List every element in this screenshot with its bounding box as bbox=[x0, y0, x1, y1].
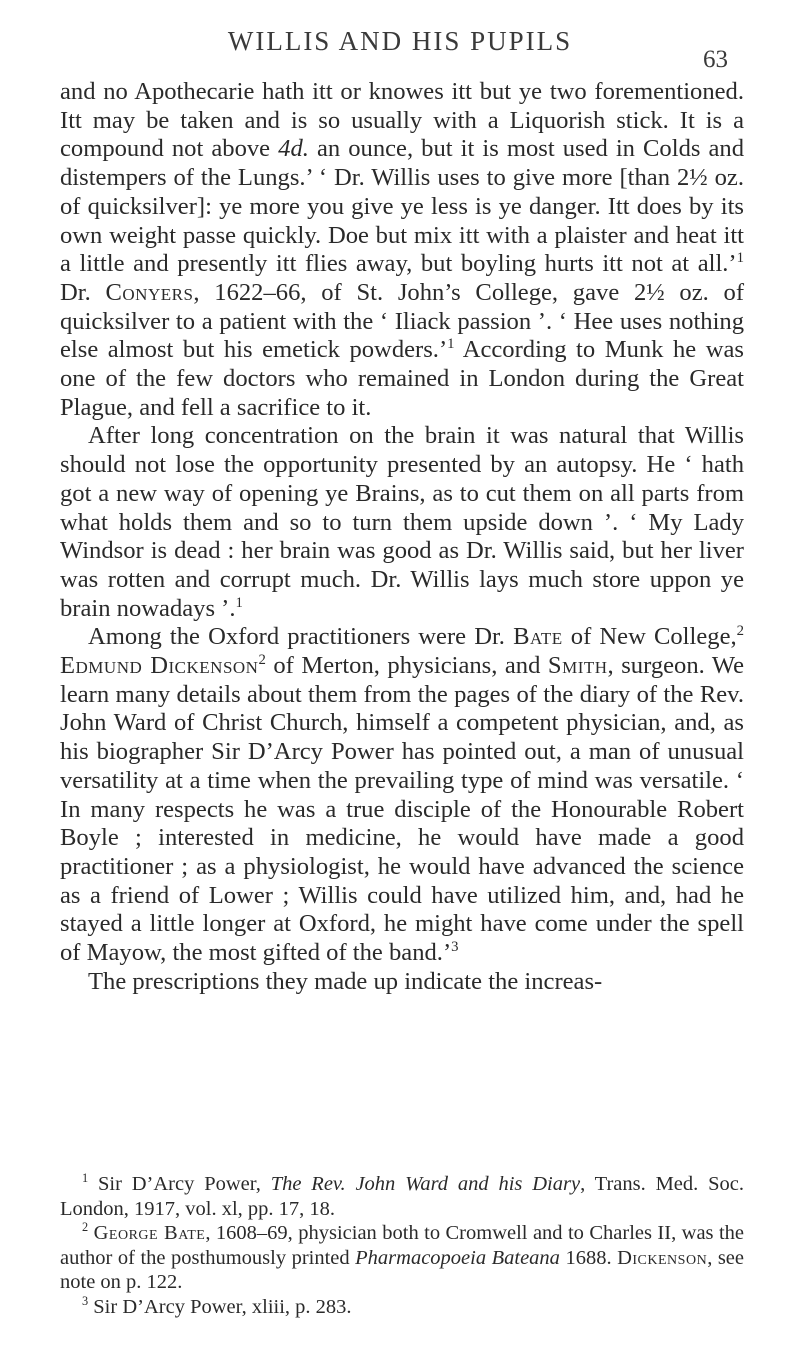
person-name: George Bate bbox=[93, 1222, 206, 1245]
running-title: WILLIS AND HIS PUPILS bbox=[227, 26, 573, 56]
text-run: and no Apothecarie hath itt or knowes itt but ye two forementioned. Itt may be taken and is so usually with a Liquorish stick. It is a compound not above bbox=[60, 78, 744, 163]
footnote-ref: 1 bbox=[447, 336, 455, 353]
footnote-ref: 2 bbox=[258, 651, 266, 668]
paragraph-2 bbox=[60, 422, 744, 623]
work-title: Pharmacopoeia Bateana bbox=[355, 1246, 560, 1269]
text-run: 1688. bbox=[559, 1246, 618, 1269]
footnote-ref: 2 bbox=[736, 623, 745, 640]
footnote-ref: 1 bbox=[235, 594, 243, 611]
paragraph-1 bbox=[60, 78, 744, 422]
footnote-ref: 1 bbox=[736, 250, 744, 267]
text-run: The prescriptions they made up indicate the increas- bbox=[88, 967, 603, 995]
text-run: Sir D’Arcy Power, xliii, p. 283. bbox=[88, 1295, 352, 1318]
footnote-3 bbox=[60, 1295, 744, 1320]
text-run: , 1622–66, of St. John’s College, gave 2½ oz. of quicksilver to a patient with the ‘ Iliack passion ’. ‘ Hee uses nothing else almost but his emetick powders.’ bbox=[60, 278, 745, 364]
text-run: After long concentration on the brain it was natural that Willis should not lose the opportunity presented by an autopsy. He ‘ hath got a new way of opening ye Brains, as to cut them on all parts from what holds them and so to turn them upside down ’. ‘ My Lady Windsor is dead : her brain was good as Dr. Willis said, but her liver was rotten and corrupt much. Dr. Willis lays much store uppon ye brain nowadays ’. bbox=[60, 422, 744, 622]
person-name: Edmund Dickenson bbox=[60, 652, 259, 680]
footnote-mark: 2 bbox=[82, 1220, 89, 1235]
text-run: an ounce, but it is most used in Colds and distempers of the Lungs.’ ‘ Dr. Willis uses to give more [than 2½ oz. of quicksilver]: ye more you give ye less is ye danger. Itt does by its own weight passe quickly. Doe but mix itt with a plaister and heat itt a little and presently itt flies away, but boyling hurts itt not at all.’ bbox=[60, 135, 744, 278]
paragraph-4 bbox=[60, 968, 744, 997]
person-name: Bate bbox=[513, 623, 563, 651]
text-run: Among the Oxford practitioners were Dr. bbox=[88, 623, 514, 651]
text-run: of New College, bbox=[562, 623, 737, 651]
text-run: of Merton, physicians, and bbox=[265, 652, 548, 680]
person-name: Dickenson bbox=[617, 1246, 708, 1269]
footnote-2 bbox=[60, 1221, 744, 1295]
person-name: Smith bbox=[547, 652, 608, 680]
price-text: 4d. bbox=[278, 135, 309, 163]
text-run: According to Munk he was one of the few doctors who remained in London during the Great Plague, and fell a sacrifice to it. bbox=[60, 336, 744, 421]
footnote-mark: 3 bbox=[82, 1294, 89, 1309]
text-run: , see note on p. 122. bbox=[60, 1246, 744, 1294]
paragraph-3 bbox=[60, 623, 744, 967]
text-run: Sir D’Arcy Power, bbox=[88, 1173, 271, 1195]
page-number: 63 bbox=[703, 46, 728, 73]
work-title: The Rev. John Ward and his Diary bbox=[270, 1173, 581, 1195]
text-run: , 1608–69, physician both to Cromwell and to Charles II, was the author of the posthumously printed bbox=[60, 1222, 745, 1269]
text-run: Dr. bbox=[60, 278, 106, 306]
text-run: , Trans. Med. Soc. London, 1917, vol. xl, pp. 17, 18. bbox=[60, 1173, 744, 1220]
main-text bbox=[60, 78, 744, 997]
footnote-mark: 1 bbox=[82, 1171, 89, 1186]
footnote-1 bbox=[60, 1172, 744, 1221]
text-run: , surgeon. We learn many details about them from the pages of the diary of the Rev. John Ward of Christ Church, himself a competent physician, and, as his biographer Sir D’Arcy Power has pointed out, a man of unusual versatility at a time when the prevailing type of mind was versatile. ‘ In many respects he was a true disciple of the Honourable Robert Boyle ; interested in medicine, he would have made a good practitioner ; as a physiologist, he would have advanced the science as a friend of Lower ; Willis could have utilized him, and, had he stayed a little longer at Oxford, he might have come under the spell of Mayow, the most gifted of the band.’ bbox=[60, 652, 744, 967]
person-name: Conyers bbox=[105, 278, 194, 306]
footnotes bbox=[60, 1172, 744, 1320]
footnote-ref: 3 bbox=[451, 938, 459, 955]
